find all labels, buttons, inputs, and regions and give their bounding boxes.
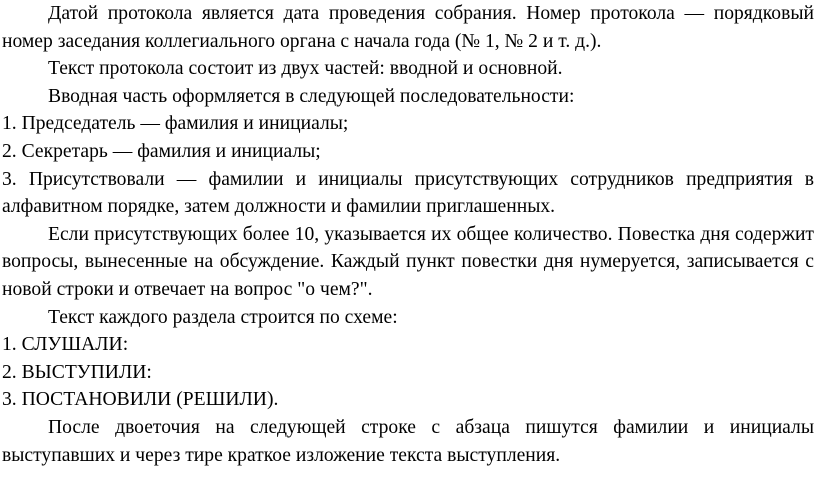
- list-item-attendees: 3. Присутствовали — фамилии и инициалы присутствующих сотрудников предприятия в алфавитном порядке, затем должности и фамилии приглашенных.: [2, 168, 814, 218]
- list-item-resolved: 3. ПОСТАНОВИЛИ (РЕШИЛИ).: [2, 389, 279, 411]
- list-item-chairman: 1. Председатель — фамилия и инициалы;: [2, 113, 349, 135]
- paragraph-section-scheme: Текст каждого раздела строится по схеме:: [48, 306, 398, 328]
- paragraph-protocol-date: Датой протокола является дата проведения собрания. Номер протокола — порядковый номер заседания коллегиального органа с начала года (№ 1, № 2 и т. д.).: [2, 3, 814, 52]
- paragraph-after-colon: После двоеточия на следующей строке с абзаца пишутся фамилии и инициалы выступавших и через тире краткое изложение текста выступления.: [2, 416, 814, 466]
- list-item-spoke: 2. ВЫСТУПИЛИ:: [2, 361, 152, 383]
- paragraph-protocol-parts: Текст протокола состоит из двух частей: вводной и основной.: [48, 58, 563, 80]
- list-item-secretary: 2. Секретарь — фамилия и инициалы;: [2, 140, 321, 162]
- paragraph-agenda: Если присутствующих более 10, указывается их общее количество. Повестка дня содержит вопросы, вынесенные на обсуждение. Каждый пункт повестки дня нумеруется, записывается с новой строки и отвечает на вопрос "о чем?".: [2, 223, 814, 300]
- paragraph-intro-order: Вводная часть оформляется в следующей последовательности:: [48, 85, 575, 107]
- list-item-heard: 1. СЛУШАЛИ:: [2, 334, 129, 356]
